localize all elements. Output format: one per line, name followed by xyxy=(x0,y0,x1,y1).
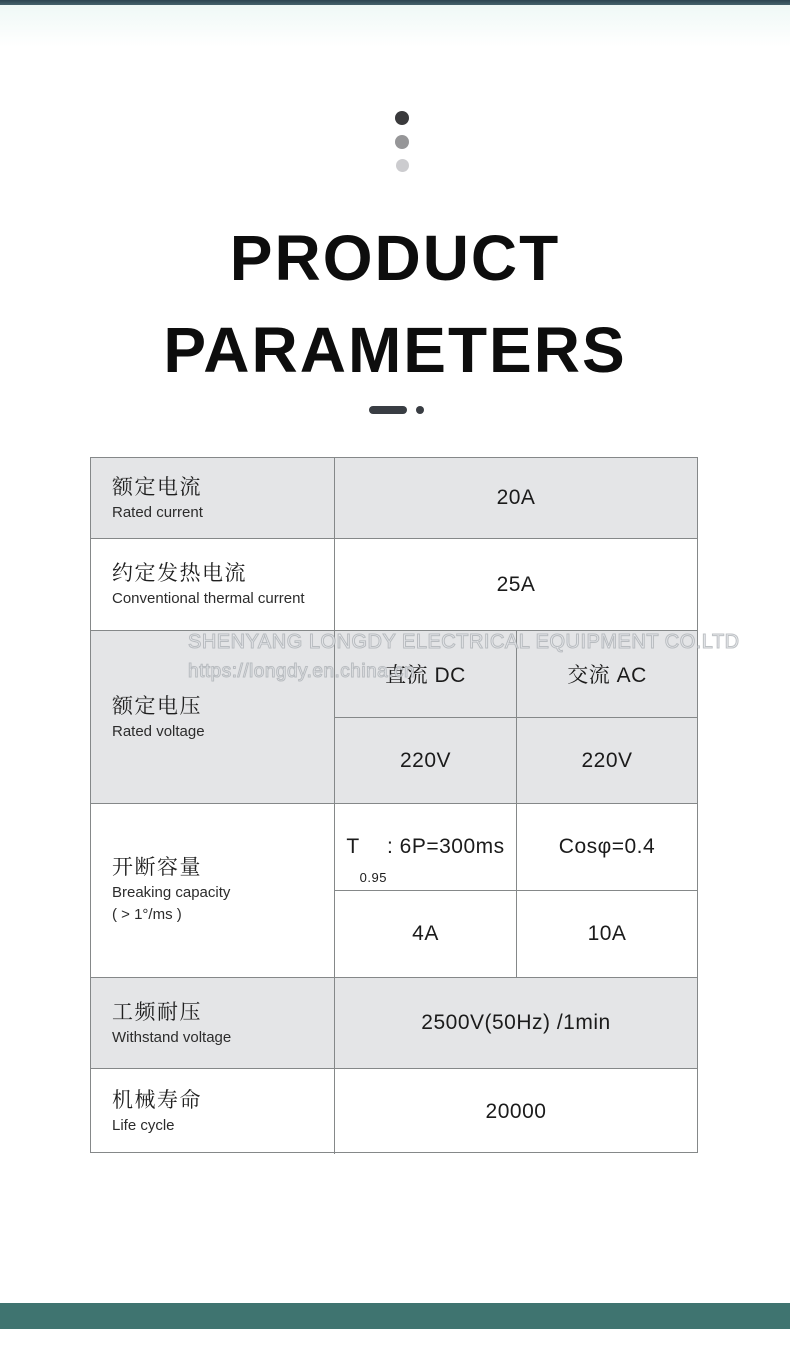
param-value-withstand-voltage: 2500V(50Hz) /1min xyxy=(335,978,697,1069)
param-name-zh: 开断容量 xyxy=(112,856,202,879)
t-rest: : 6P=300ms xyxy=(386,835,505,858)
param-label-rated-current xyxy=(91,458,335,539)
param-name-en: Life cycle xyxy=(112,1117,175,1134)
voltage-value-dc: 220V xyxy=(335,718,517,804)
param-name-zh: 机械寿命 xyxy=(112,1089,202,1112)
dot-dark-icon xyxy=(395,111,409,125)
param-name-en: Rated current xyxy=(112,503,203,521)
dot-medium-icon xyxy=(395,135,409,149)
param-name-en: Rated voltage xyxy=(112,722,205,740)
breaking-capacity-dc-spec xyxy=(335,804,517,891)
param-label-rated-voltage xyxy=(91,631,335,804)
top-gradient xyxy=(0,5,790,47)
watermark-company: SHENYANG LONGDY ELECTRICAL EQUIPMENT CO.LTD xyxy=(188,631,740,653)
param-name-note: ( > 1°/ms ) xyxy=(112,906,182,923)
param-name-en: Withstand voltage xyxy=(112,1028,232,1046)
dot-light-icon xyxy=(396,159,409,172)
param-name-zh: 额定电压 xyxy=(112,694,202,718)
page-title xyxy=(0,212,790,396)
voltage-header-dc: 直流 DC xyxy=(335,631,517,718)
t-subscript: 0.95 xyxy=(359,870,387,885)
param-value-thermal-current: 25A xyxy=(335,539,697,631)
param-name-zh: 额定电流 xyxy=(112,475,202,499)
param-value-rated-current: 20A xyxy=(335,458,697,539)
param-name-en: Breaking capacity xyxy=(112,884,231,901)
spec-table xyxy=(90,457,698,1153)
breaking-capacity-ac-spec: Cosφ=0.4 xyxy=(517,804,697,891)
param-name-en: Conventional thermal current xyxy=(112,590,305,607)
title-line-1: PRODUCT xyxy=(229,222,561,294)
breaking-capacity-ac-value: 10A xyxy=(517,891,697,978)
t-prefix: T xyxy=(346,835,360,858)
watermark-url: https://longdy.en.china.cn xyxy=(188,661,416,682)
breaking-capacity-dc-value: 4A xyxy=(335,891,517,978)
param-value-life-cycle: 20000 xyxy=(485,1099,547,1123)
param-label-withstand-voltage xyxy=(91,978,335,1069)
voltage-header-ac: 交流 AC xyxy=(517,631,697,718)
bottom-accent-bar xyxy=(0,1303,790,1329)
deco-dash-icon xyxy=(369,406,407,414)
param-label-life-cycle xyxy=(91,1069,335,1154)
param-label-breaking-capacity xyxy=(91,804,335,978)
param-label-thermal-current xyxy=(91,539,335,631)
title-underline-decoration xyxy=(369,406,424,415)
voltage-value-ac: 220V xyxy=(517,718,697,804)
title-line-2: PARAMETERS xyxy=(163,314,627,386)
param-name-zh: 工频耐压 xyxy=(112,1000,202,1024)
param-name-zh: 约定发热电流 xyxy=(112,562,247,585)
deco-dot-icon xyxy=(416,406,424,414)
